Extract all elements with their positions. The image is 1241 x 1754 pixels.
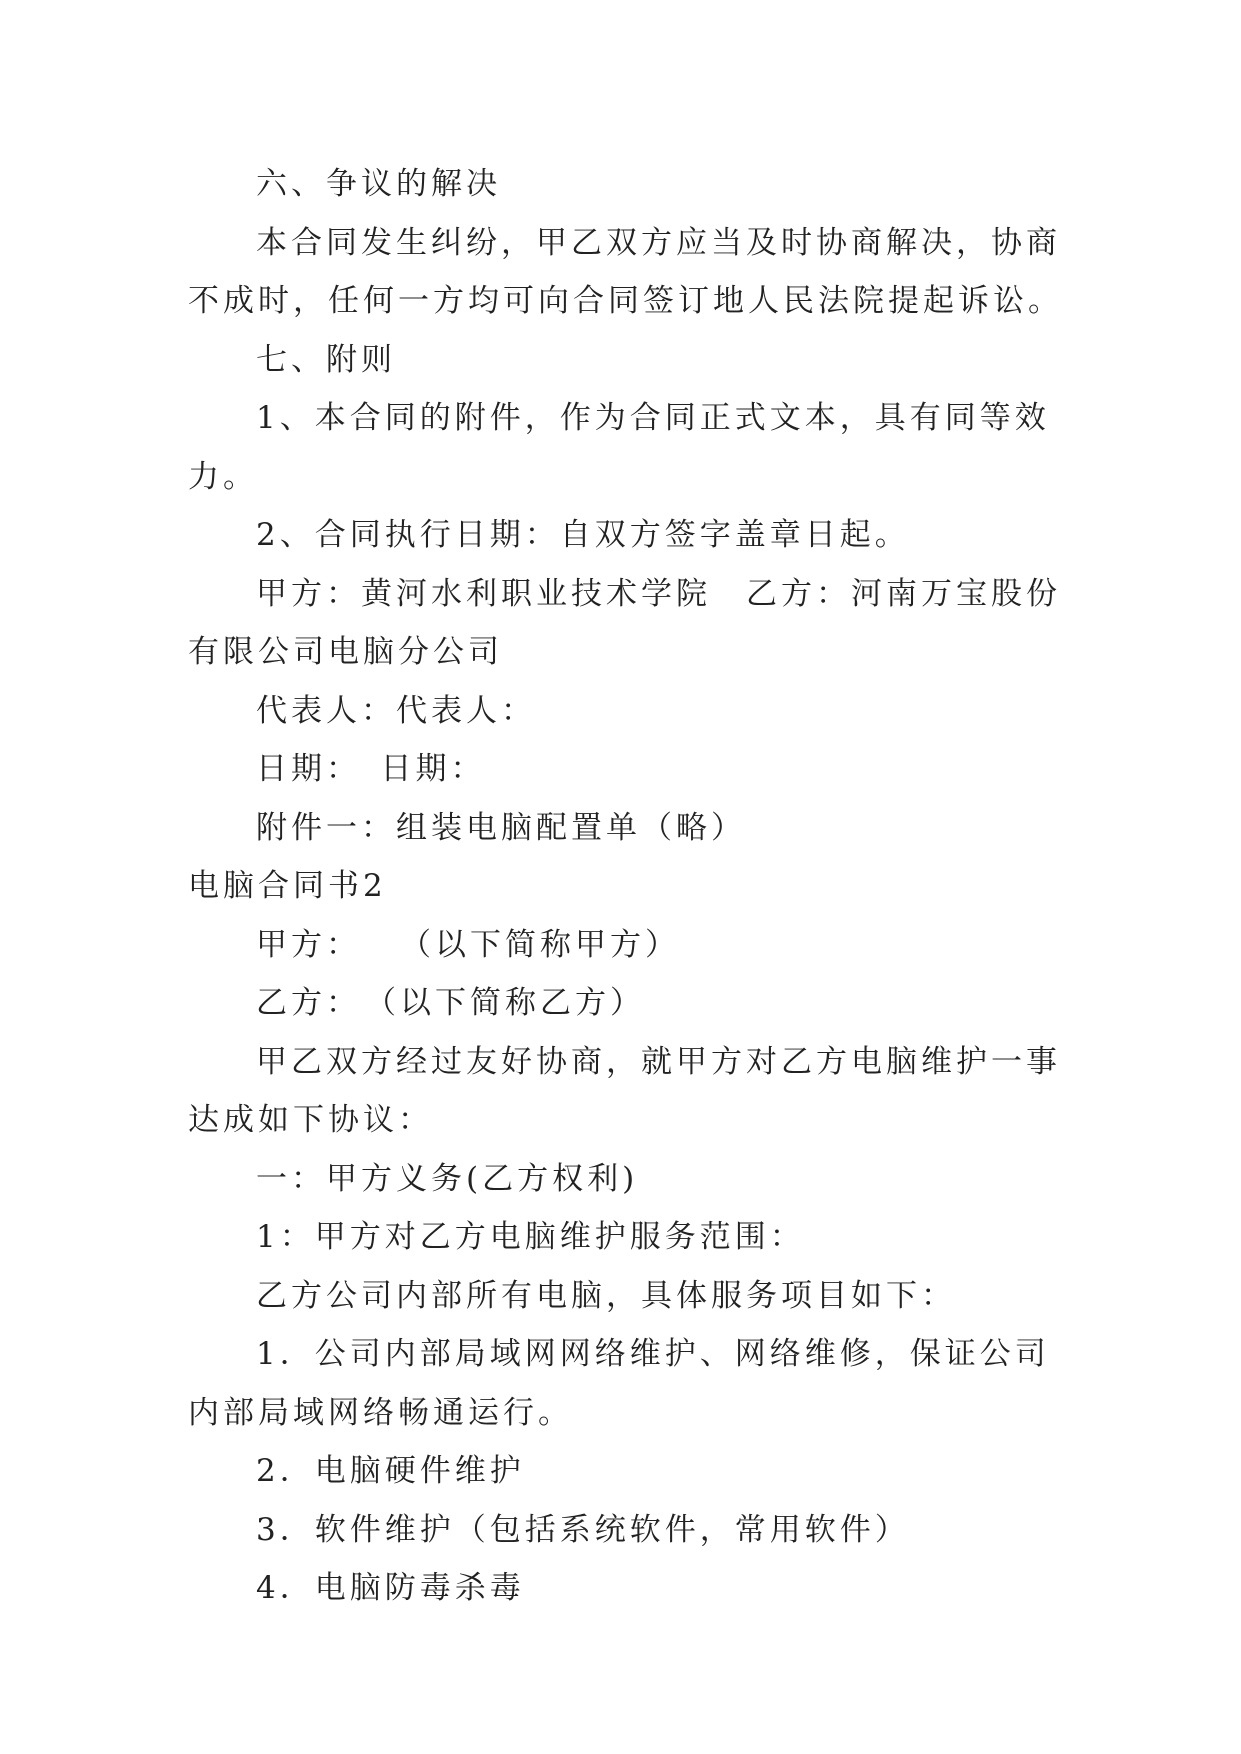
document-body [188, 155, 1068, 1618]
document-title-contract-2: 电脑合同书2 [188, 868, 387, 904]
paragraph-representatives: 代表人：代表人： [256, 692, 536, 729]
list-item-software-maintenance: 3．软件维护（包括系统软件，常用软件） [256, 1511, 910, 1548]
paragraph-party-a: 甲方： （以下简称甲方） [256, 926, 680, 963]
paragraph-dates: 日期： 日期： [256, 751, 486, 787]
paragraph-attachment-one: 附件一：组装电脑配置单（略） [256, 809, 746, 846]
paragraph-attachment-clause: 1、本合同的附件，作为合同正式文本，具有同等效力。 [188, 400, 1050, 495]
paragraph-party-b: 乙方： （以下简称乙方） [256, 985, 645, 1021]
paragraph-parties: 甲方：黄河水利职业技术学院 乙方：河南万宝股份有限公司电脑分公司 [188, 575, 1061, 670]
paragraph-agreement-intro: 甲乙双方经过友好协商，就甲方对乙方电脑维护一事达成如下协议： [188, 1043, 1061, 1138]
paragraph-dispute-clause: 本合同发生纠纷，甲乙双方应当及时协商解决，协商不成时，任何一方均可向合同签订地人民法院提起诉讼。 [188, 224, 1063, 319]
section-heading-dispute: 六、争议的解决 [256, 166, 501, 202]
paragraph-service-items-intro: 乙方公司内部所有电脑，具体服务项目如下： [256, 1277, 956, 1314]
section-heading-supplementary: 七、附则 [256, 341, 396, 378]
section-heading-party-a-obligations: 一：甲方义务(乙方权利) [256, 1160, 639, 1197]
list-item-antivirus: 4．电脑防毒杀毒 [256, 1570, 525, 1606]
paragraph-service-scope: 1：甲方对乙方电脑维护服务范围： [256, 1219, 805, 1255]
list-item-hardware-maintenance: 2．电脑硬件维护 [256, 1453, 525, 1489]
paragraph-effective-date: 2、合同执行日期：自双方签字盖章日起。 [256, 517, 910, 553]
list-item-network-maintenance: 1．公司内部局域网网络维护、网络维修，保证公司内部局域网络畅通运行。 [188, 1336, 1050, 1431]
